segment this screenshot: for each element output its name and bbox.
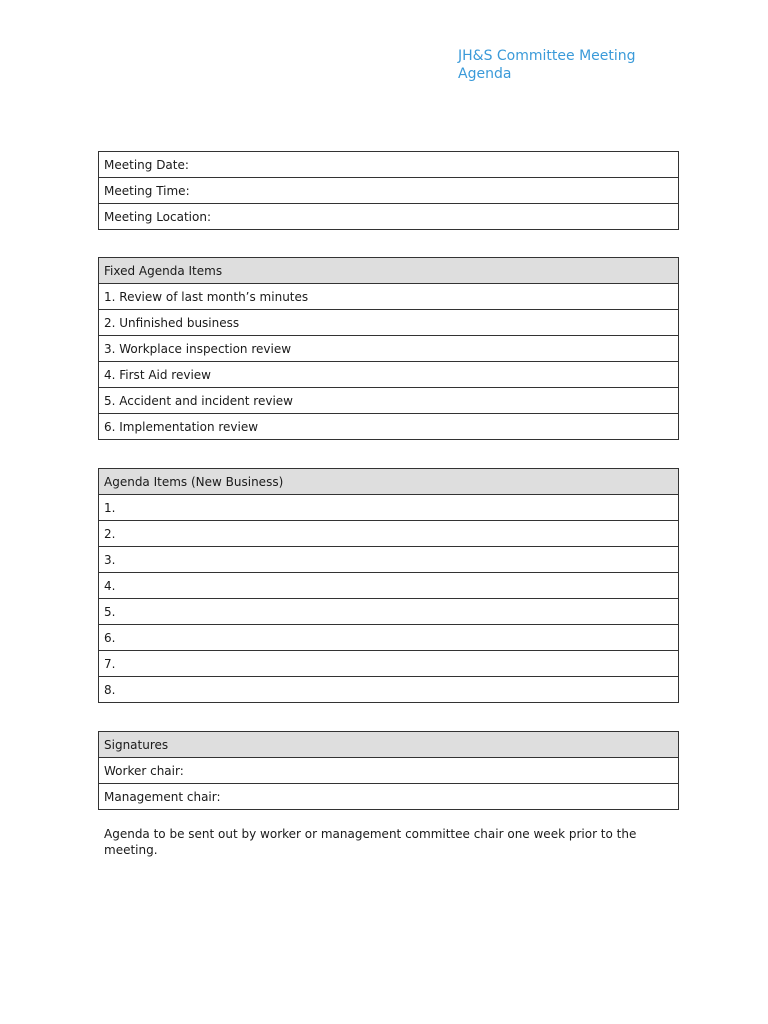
table-header-row <box>99 469 679 495</box>
table-row <box>99 521 679 547</box>
table-row <box>99 547 679 573</box>
fixed-agenda-item: 6. Implementation review <box>99 414 679 440</box>
fixed-agenda-item: 2. Unfinished business <box>99 310 679 336</box>
fixed-agenda-item: 4. First Aid review <box>99 362 679 388</box>
table-row <box>99 178 679 204</box>
table-row <box>99 599 679 625</box>
table-row <box>99 284 679 310</box>
document-title <box>458 47 698 83</box>
table-row <box>99 495 679 521</box>
title-line-1: JH&S Committee Meeting <box>458 48 636 64</box>
fixed-agenda-item: 3. Workplace inspection review <box>99 336 679 362</box>
meeting-info-table <box>98 151 679 230</box>
table-row <box>99 651 679 677</box>
new-business-item-field[interactable]: 4. <box>99 573 679 599</box>
table-header-row <box>99 732 679 758</box>
new-business-item-field[interactable]: 2. <box>99 521 679 547</box>
signatures-table <box>98 731 679 810</box>
table-row <box>99 758 679 784</box>
worker-chair-signature-field[interactable]: Worker chair: <box>99 758 679 784</box>
title-line-2: Agenda <box>458 66 512 82</box>
table-row <box>99 784 679 810</box>
meeting-time-field[interactable]: Meeting Time: <box>99 178 679 204</box>
new-business-item-field[interactable]: 7. <box>99 651 679 677</box>
new-business-item-field[interactable]: 5. <box>99 599 679 625</box>
meeting-location-field[interactable]: Meeting Location: <box>99 204 679 230</box>
fixed-agenda-heading: Fixed Agenda Items <box>99 258 679 284</box>
new-business-item-field[interactable]: 6. <box>99 625 679 651</box>
fixed-agenda-table <box>98 257 679 440</box>
table-row <box>99 414 679 440</box>
table-row <box>99 336 679 362</box>
table-row <box>99 677 679 703</box>
table-row <box>99 152 679 178</box>
table-row <box>99 310 679 336</box>
footer-note: Agenda to be sent out by worker or management committee chair one week prior to the meeting. <box>104 827 637 857</box>
table-row <box>99 388 679 414</box>
table-row <box>99 362 679 388</box>
signatures-heading: Signatures <box>99 732 679 758</box>
fixed-agenda-item: 1. Review of last month’s minutes <box>99 284 679 310</box>
new-business-item-field[interactable]: 8. <box>99 677 679 703</box>
table-row <box>99 573 679 599</box>
management-chair-signature-field[interactable]: Management chair: <box>99 784 679 810</box>
new-business-heading: Agenda Items (New Business) <box>99 469 679 495</box>
table-header-row <box>99 258 679 284</box>
table-row <box>99 625 679 651</box>
new-business-table <box>98 468 679 703</box>
new-business-item-field[interactable]: 1. <box>99 495 679 521</box>
table-row <box>99 204 679 230</box>
new-business-item-field[interactable]: 3. <box>99 547 679 573</box>
meeting-date-field[interactable]: Meeting Date: <box>99 152 679 178</box>
fixed-agenda-item: 5. Accident and incident review <box>99 388 679 414</box>
